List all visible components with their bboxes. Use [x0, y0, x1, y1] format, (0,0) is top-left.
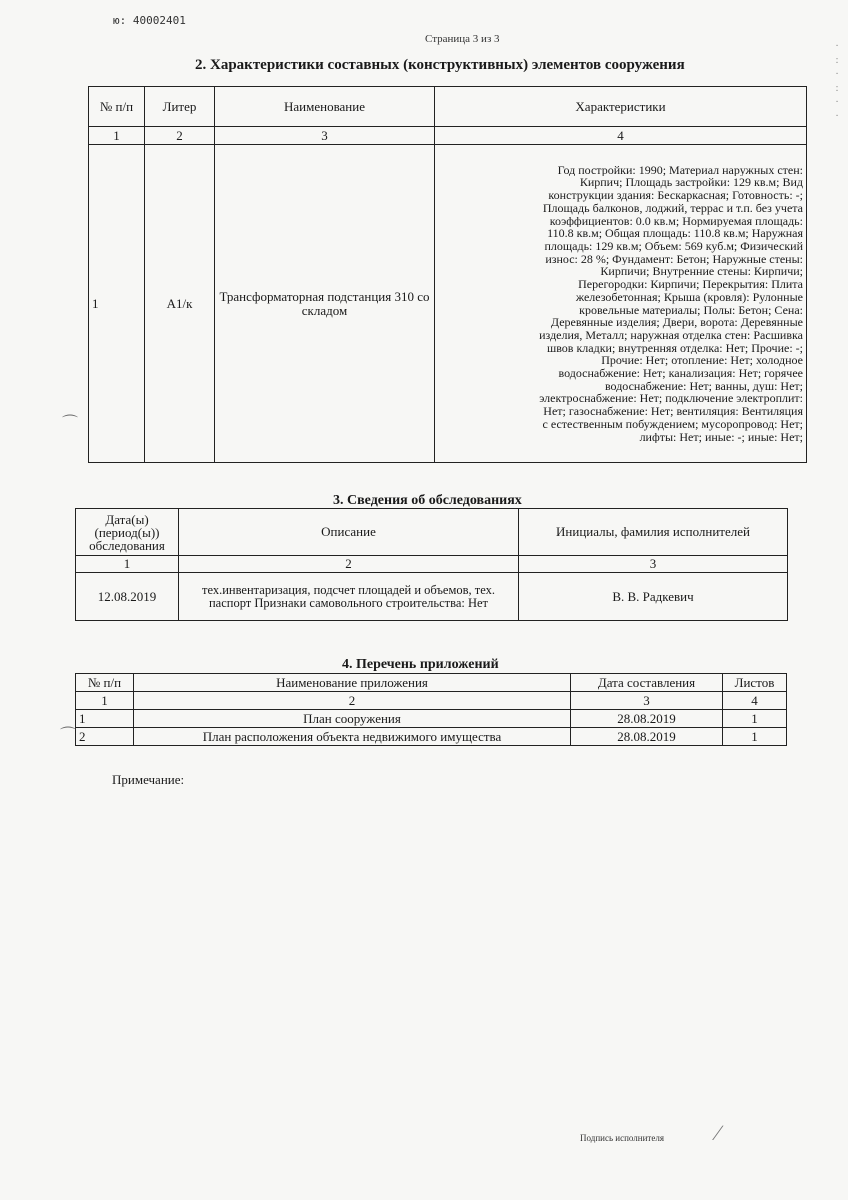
section2-title: 2. Характеристики составных (конструктивных) элементов сооружения [195, 57, 685, 73]
col-header-executor: Инициалы, фамилия исполнителей [519, 509, 788, 556]
signature-scribble-icon: ∕ [716, 1120, 720, 1145]
section3-title: 3. Сведения об обследованиях [333, 493, 522, 508]
characteristics-line: коэффициентов: 0.0 кв.м; Нормируемая площадь: [549, 214, 803, 228]
attachment-num: 1 [76, 710, 134, 728]
col-number: 3 [571, 692, 723, 710]
col-number: 2 [134, 692, 571, 710]
attachment-name: План сооружения [134, 710, 571, 728]
attachment-name: План расположения объекта недвижимого имущества [134, 728, 571, 746]
attachment-date: 28.08.2019 [571, 710, 723, 728]
col-number: 4 [435, 127, 807, 145]
edge-dots: · : · : · · [835, 41, 839, 122]
characteristics-line: Кирпич; Площадь застройки: 129 кв.м; Вид [579, 176, 803, 190]
col-number: 2 [145, 127, 215, 145]
col-header-characteristics: Характеристики [435, 87, 807, 127]
page-number: Страница 3 из 3 [425, 33, 500, 45]
characteristics-line: швов кладки; внутренняя отделка: Нет; Прочие: -; [546, 341, 803, 355]
row-name: Трансформаторная подстанция 310 со складом [215, 145, 435, 463]
margin-mark: ⌒ [62, 415, 79, 432]
col-number: 3 [519, 556, 788, 573]
survey-description: тех.инвентаризация, подсчет площадей и объемов, тех. паспорт Признаки самовольного строительства: Нет [179, 573, 519, 621]
col-number: 1 [76, 692, 134, 710]
row-liter: А1/к [145, 145, 215, 463]
table-row [76, 710, 787, 728]
characteristics-line: Площадь балконов, лоджий, террас и т.п. без учета [542, 201, 803, 215]
section4-title: 4. Перечень приложений [342, 657, 499, 672]
row-num: 1 [89, 145, 145, 463]
characteristics-line: кровельные материалы; Полы: Бетон; Сена: [579, 303, 803, 317]
col-header-num: № п/п [89, 87, 145, 127]
section2-table [88, 86, 807, 463]
col-header-num: № п/п [76, 674, 134, 692]
characteristics-line: Прочие: Нет; отопление: Нет; холодное [601, 354, 803, 368]
col-number: 4 [723, 692, 787, 710]
characteristics-line: с естественным побуждением; мусоропровод: Нет; [542, 417, 803, 431]
characteristics-line: Кирпичи; Внутренние стены: Кирпичи; [600, 265, 803, 279]
table-row [76, 728, 787, 746]
document-id: ю: 40002401 [113, 14, 186, 27]
col-number: 2 [179, 556, 519, 573]
characteristics-line: электроснабжение: Нет; подключение электроплит: [539, 392, 803, 406]
col-header-date: Дата(ы) (период(ы)) обследования [76, 509, 179, 556]
attachment-sheets: 1 [723, 728, 787, 746]
characteristics-line: железобетонная; Крыша (кровля): Рулонные [575, 290, 803, 304]
section4-table [75, 673, 787, 746]
characteristics-line: Нет; газоснабжение: Нет; вентиляция: Вентиляция [543, 405, 803, 418]
col-header-date: Дата составления [571, 674, 723, 692]
col-header-sheets: Листов [723, 674, 787, 692]
characteristics-line: Перегородки: Кирпичи; Перекрытия: Плита [578, 278, 803, 291]
col-header-description: Описание [179, 509, 519, 556]
col-header-attachment-name: Наименование приложения [134, 674, 571, 692]
signature-label: Подпись исполнителя [580, 1133, 664, 1143]
characteristics-line: износ: 28 %; Фундамент: Бетон; Наружные стены: [545, 252, 803, 266]
col-number: 1 [89, 127, 145, 145]
characteristics-line: конструкции здания: Бескаркасная; Готовность: -; [548, 189, 803, 202]
attachment-sheets: 1 [723, 710, 787, 728]
characteristics-line: Деревянные изделия; Двери, ворота: Деревянные [550, 316, 803, 329]
col-header-name: Наименование [215, 87, 435, 127]
section3-table [75, 508, 788, 621]
characteristics-line: лифты: Нет; иные: -; иные: Нет; [639, 430, 803, 444]
characteristics-line: Год постройки: 1990; Материал наружных стен: [557, 163, 803, 177]
col-number: 3 [215, 127, 435, 145]
attachment-num: 2 [76, 728, 134, 746]
margin-mark: ⌒ [60, 727, 77, 744]
col-number: 1 [76, 556, 179, 573]
attachment-date: 28.08.2019 [571, 728, 723, 746]
row-characteristics [435, 145, 807, 463]
characteristics-line: 110.8 кв.м; Общая площадь: 110.8 кв.м; Наружная [547, 227, 803, 240]
characteristics-line: изделия, Металл; наружная отделка стен: Расшивка [539, 328, 803, 342]
survey-executor: В. В. Радкевич [519, 573, 788, 621]
survey-date: 12.08.2019 [76, 573, 179, 621]
note-label: Примечание: [112, 772, 185, 787]
characteristics-line: водоснабжение: Нет; ванны, душ: Нет; [604, 379, 803, 393]
characteristics-line: водоснабжение: Нет; канализация: Нет; горячее [558, 367, 803, 380]
characteristics-line: площадь: 129 кв.м; Объем: 569 куб.м; Физический [544, 239, 803, 253]
col-header-liter: Литер [145, 87, 215, 127]
